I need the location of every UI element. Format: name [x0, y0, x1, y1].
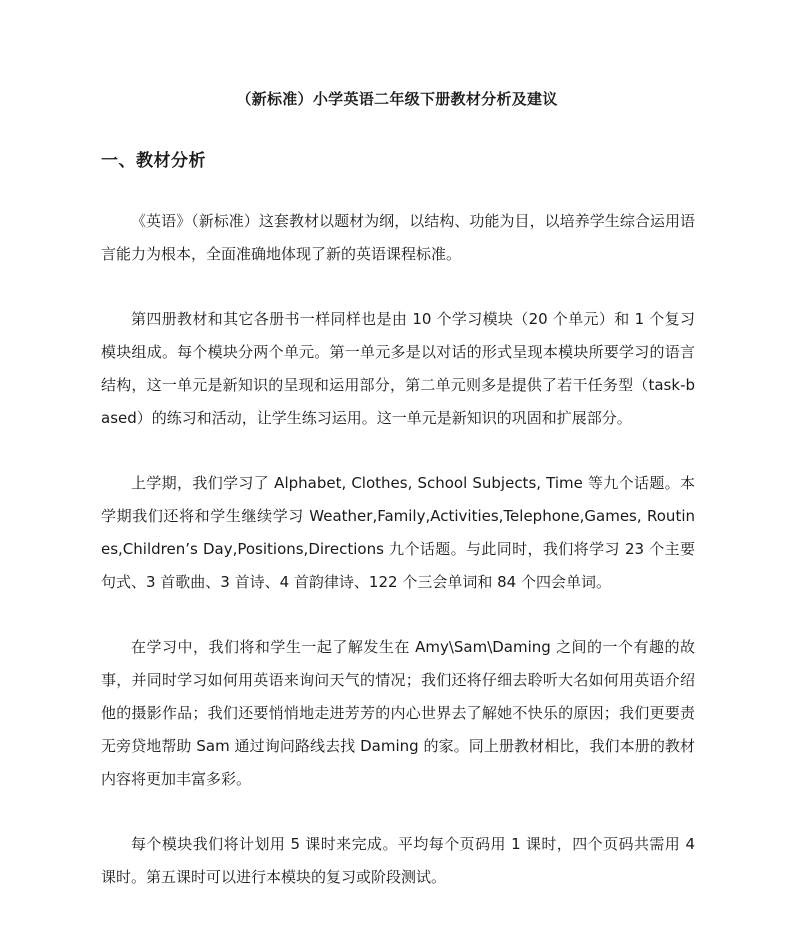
document-title: （新标准）小学英语二年级下册教材分析及建议: [236, 90, 558, 108]
paragraph-stories: 在学习中，我们将和学生一起了解发生在 Amy\Sam\Daming 之间的一个有趣的故事，并同时学习如何用英语来询问天气的情况；我们还将仔细去聆听大名如何用英语介绍他的摄影作品；我们还要悄悄地走进芳芳的内心世界去了解她不快乐的原因；我们更要责无旁贷地帮助 Sam 通过询问路线去找 Daming 的家。同上册教材相比，我们本册的教材内容将更加丰富多彩。: [101, 638, 695, 788]
paragraph-structure: 第四册教材和其它各册书一样同样也是由 10 个学习模块（20 个单元）和 1 个复习模块组成。每个模块分两个单元。第一单元多是以对话的形式呈现本模块所要学习的语言结构，这一单元是新知识的呈现和运用部分，第二单元则多是提供了若干任务型（task-based）的练习和活动，让学生练习运用。这一单元是新知识的巩固和扩展部分。: [101, 310, 695, 427]
section-heading: 一、教材分析: [101, 151, 206, 171]
paragraph-intro: 《英语》（新标准）这套教材以题材为纲，以结构、功能为目，以培养学生综合运用语言能力为根本，全面准确地体现了新的英语课程标准。: [101, 212, 695, 263]
paragraph-schedule: 每个模块我们将计划用 5 课时来完成。平均每个页码用 1 课时，四个页码共需用 4 课时。第五课时可以进行本模块的复习或阶段测试。: [101, 835, 695, 886]
paragraph-topics: 上学期，我们学习了 Alphabet, Clothes, School Subjects, Time 等九个话题。本学期我们还将和学生继续学习 Weather,Family,Activities,Telephone,Games, Routines,Children’s Day,Positions,Directions 九个话题。与此同时，我们将学习 23 个主要句式、3 首歌曲、3 首诗、4 首韵律诗、122 个三会单词和 84 个四会单词。: [101, 474, 695, 591]
document-body: [101, 205, 695, 926]
